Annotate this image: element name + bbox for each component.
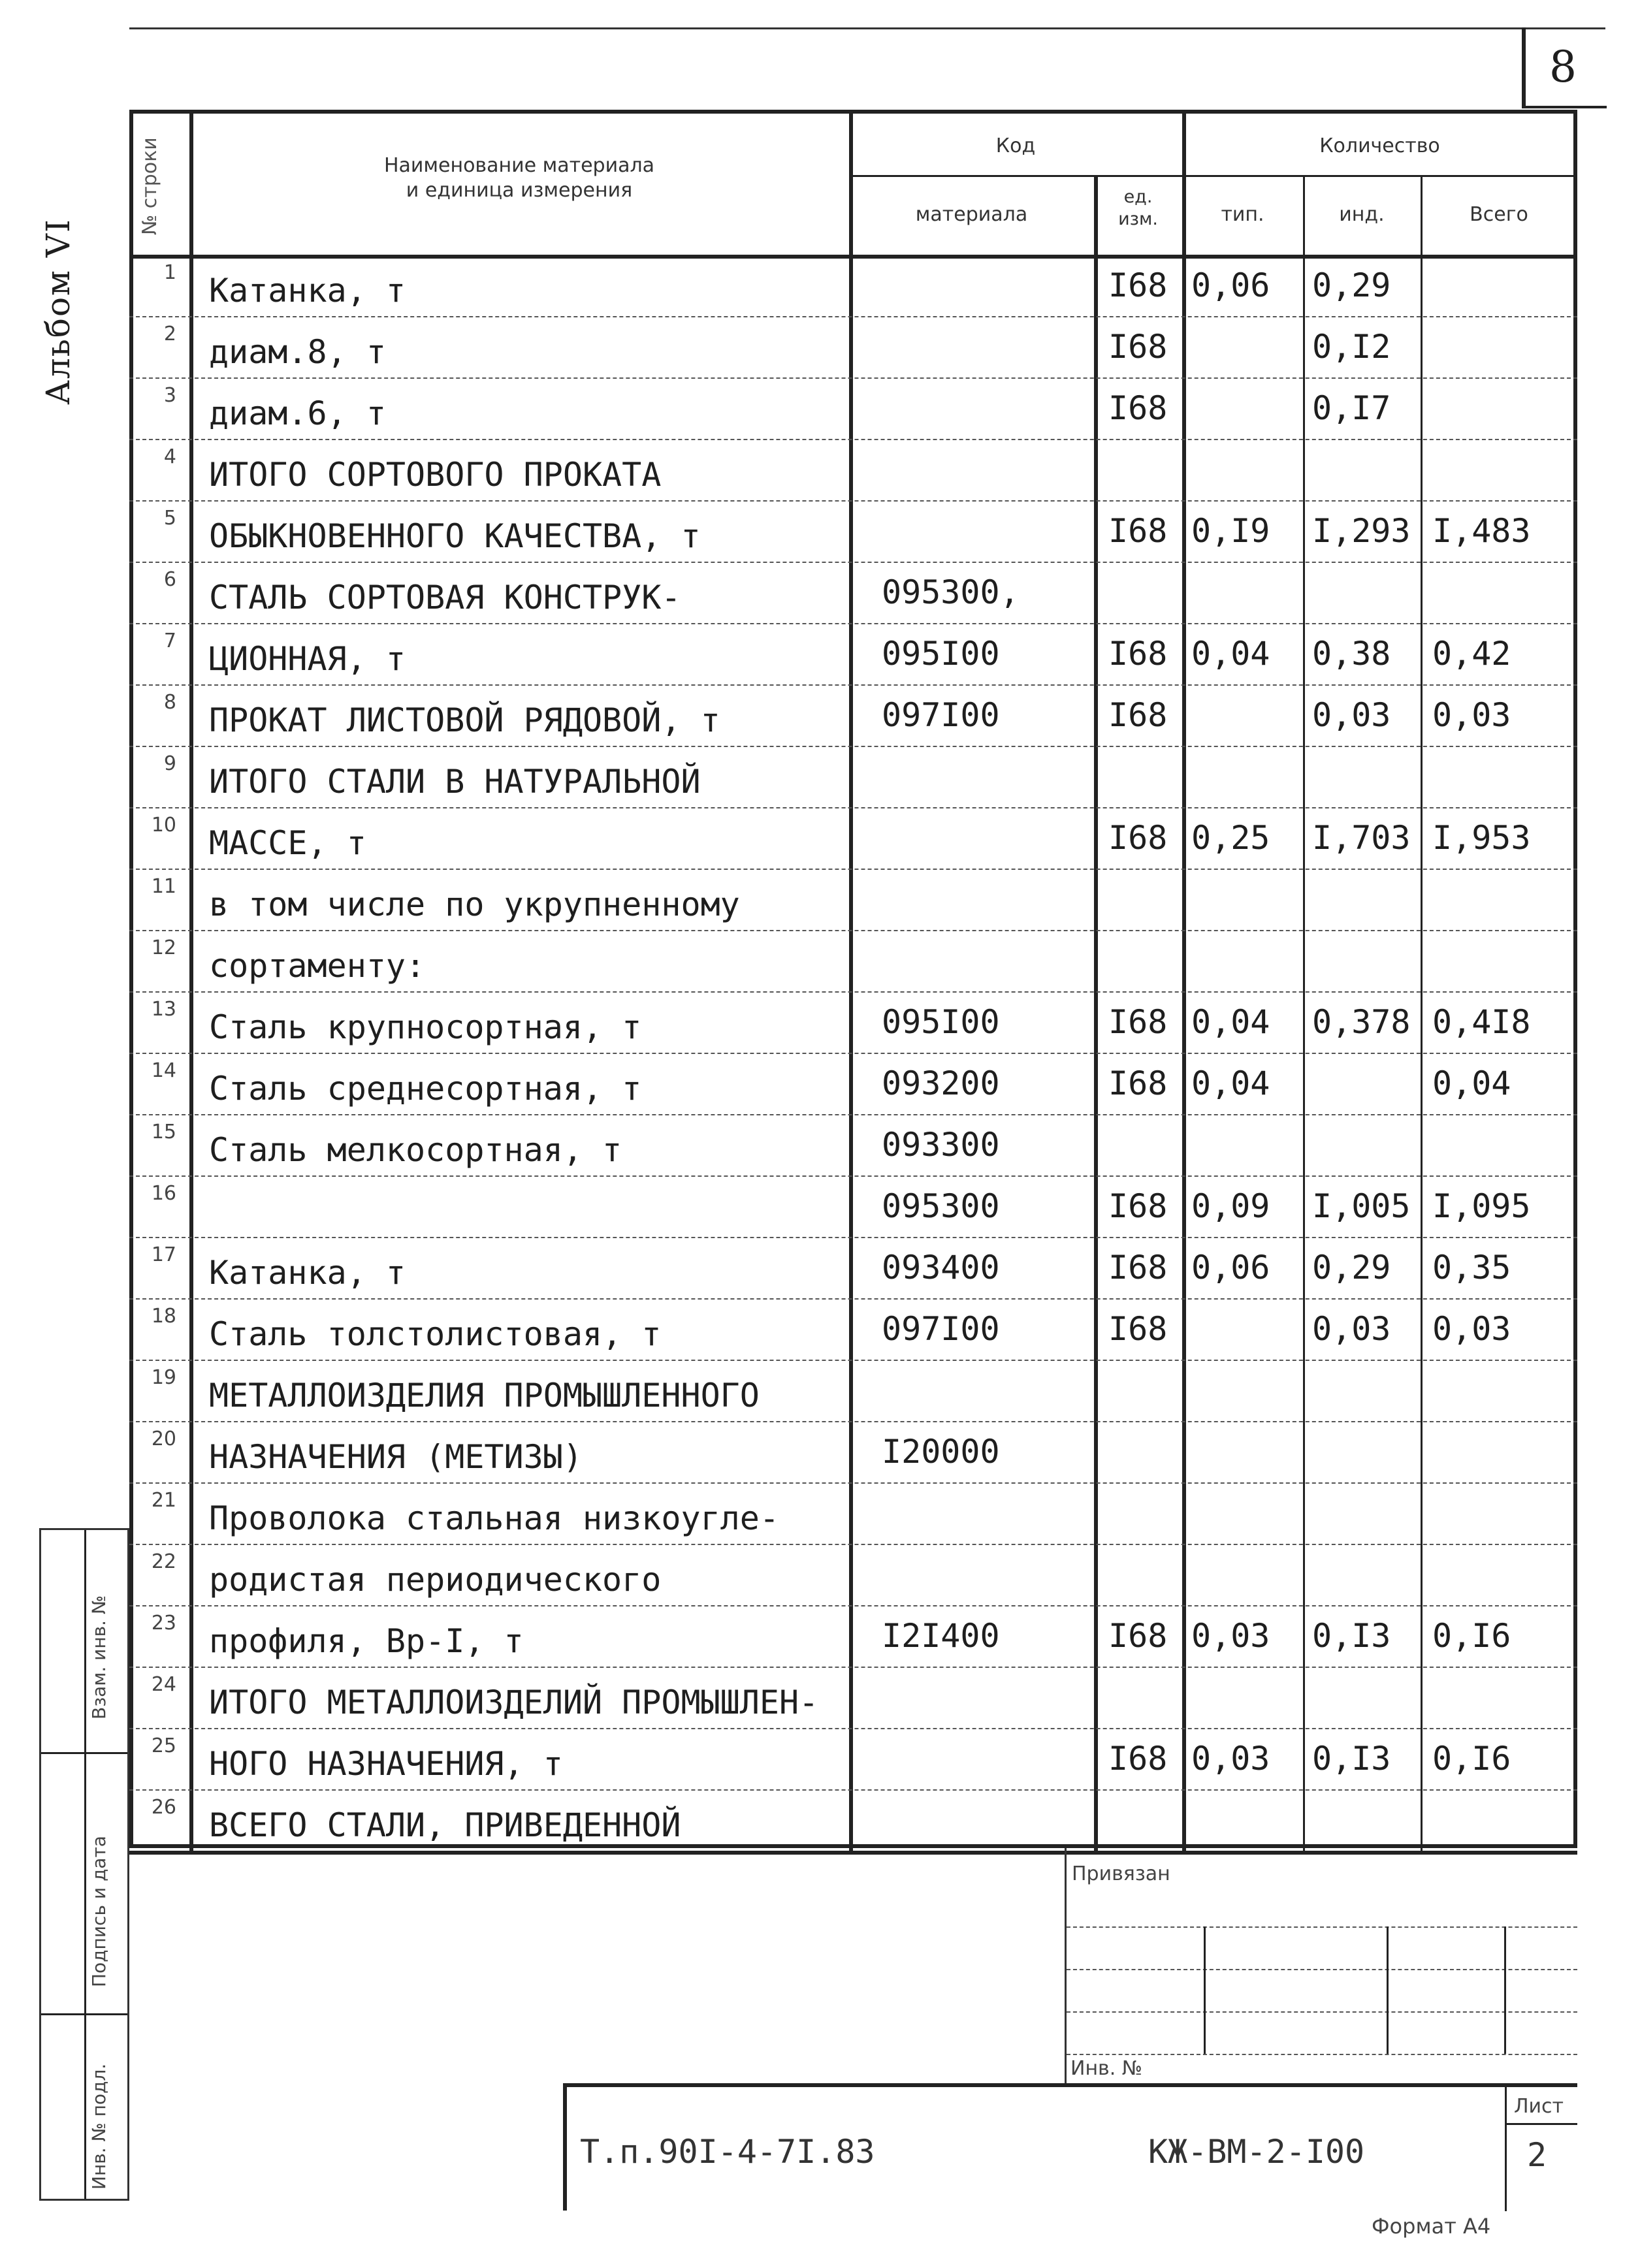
header-bottom-line (129, 255, 1577, 259)
qty-ind: 0,29 (1312, 266, 1391, 304)
row-divider (129, 930, 1577, 931)
row-number: 1 (163, 261, 176, 284)
row-divider (129, 1114, 1577, 1115)
material-name: НАЗНАЧЕНИЯ (МЕТИЗЫ) (209, 1438, 583, 1476)
material-name: профиля, Вр-I, т (209, 1622, 524, 1660)
stamp-label-inventory: Инв. № подл. (88, 2063, 110, 2190)
qty-total: I,095 (1432, 1187, 1531, 1225)
top-rule (129, 27, 1605, 29)
material-name: НОГО НАЗНАЧЕНИЯ, т (209, 1745, 563, 1783)
column-divider (849, 110, 853, 1851)
page-number: 8 (1549, 42, 1577, 92)
stamp-divider (84, 1530, 86, 2199)
row-number: 8 (163, 691, 176, 714)
material-name: Проволока стальная низкоугле- (209, 1499, 779, 1537)
row-number: 7 (163, 630, 176, 652)
code-group-header: Код (995, 135, 1036, 157)
row-number: 23 (151, 1612, 176, 1635)
qty-total: I,953 (1432, 819, 1531, 857)
row-divider (129, 500, 1577, 502)
qty-typ: 0,04 (1191, 1064, 1270, 1102)
doc-code: Т.п.90I-4-7I.83 (580, 2133, 875, 2171)
qty-total: 0,03 (1432, 1310, 1511, 1348)
qty-total: 0,I6 (1432, 1740, 1511, 1778)
qty-ind: 0,03 (1312, 1310, 1391, 1348)
material-code: 095300, (882, 573, 1020, 611)
unit-code: I68 (1108, 635, 1168, 673)
row-divider (129, 316, 1577, 317)
unit-code: I68 (1108, 1064, 1168, 1102)
qty-ind: I,005 (1312, 1187, 1411, 1225)
qty-total-header: Всего (1470, 203, 1528, 226)
material-name: МАССЕ, т (209, 824, 366, 862)
row-divider (129, 1789, 1577, 1791)
binding-divider (1504, 1926, 1506, 2054)
qty-ind: 0,378 (1312, 1003, 1411, 1041)
row-divider (129, 1544, 1577, 1545)
qty-total: 0,03 (1432, 696, 1511, 734)
row-number: 13 (151, 998, 176, 1021)
qty-ind: 0,I3 (1312, 1740, 1391, 1778)
stamp-label-signature: Подпись и дата (88, 1836, 110, 1987)
row-number: 6 (163, 568, 176, 591)
material-name: ОБЫКНОВЕННОГО КАЧЕСТВА, т (209, 517, 701, 555)
unit-code: I68 (1108, 819, 1168, 857)
qty-ind: 0,38 (1312, 635, 1391, 673)
row-divider (129, 869, 1577, 870)
material-name: ЦИОННАЯ, т (209, 640, 406, 678)
material-name: диам.8, т (209, 333, 386, 371)
qty-typ: 0,25 (1191, 819, 1270, 857)
column-divider (1182, 110, 1186, 1851)
binding-stamp (39, 1528, 129, 2201)
unit-code: I68 (1108, 389, 1168, 427)
row-number: 3 (163, 384, 176, 407)
sheet-label: Лист (1514, 2095, 1564, 2118)
row-divider (129, 623, 1577, 624)
code-material-header: материала (915, 203, 1028, 226)
qty-typ: 0,04 (1191, 635, 1270, 673)
row-divider (129, 1360, 1577, 1361)
unit-code: I68 (1108, 696, 1168, 734)
material-code: 093300 (882, 1126, 1000, 1164)
unit-code: I68 (1108, 328, 1168, 366)
row-divider (129, 1421, 1577, 1422)
row-divider (129, 1298, 1577, 1300)
material-name: ПРОКАТ ЛИСТОВОЙ РЯДОВОЙ, т (209, 701, 720, 739)
stamp-label-replace: Взам. инв. № (88, 1595, 110, 1719)
material-code: 093200 (882, 1064, 1000, 1102)
row-number: 22 (151, 1550, 176, 1573)
row-number: 16 (151, 1182, 176, 1205)
page-number-underline (1522, 106, 1607, 108)
qty-typ: 0,06 (1191, 1249, 1270, 1286)
material-name: СТАЛЬ СОРТОВАЯ КОНСТРУК- (209, 579, 681, 616)
name-header-line2: и единица измерения (406, 178, 633, 202)
material-name: Сталь среднесортная, т (209, 1070, 642, 1108)
code-unit-header-line1: ед. (1123, 187, 1153, 207)
material-name: Сталь крупносортная, т (209, 1008, 642, 1046)
page-number-box (1522, 27, 1611, 106)
row-divider (129, 1482, 1577, 1484)
row-number: 14 (151, 1059, 176, 1082)
row-number: 17 (151, 1243, 176, 1266)
material-name: Сталь толстолистовая, т (209, 1315, 662, 1353)
header-divider (849, 175, 1577, 177)
row-divider (129, 377, 1577, 379)
qty-ind: 0,I7 (1312, 389, 1391, 427)
unit-code: I68 (1108, 266, 1168, 304)
material-name: ИТОГО СОРТОВОГО ПРОКАТА (209, 456, 662, 494)
row-divider (129, 439, 1577, 440)
row-number: 18 (151, 1305, 176, 1328)
unit-code: I68 (1108, 1740, 1168, 1778)
qty-ind: 0,29 (1312, 1249, 1391, 1286)
material-name: в том числе по укрупненному (209, 886, 740, 923)
binding-divider (1204, 1926, 1206, 2054)
row-number: 9 (163, 752, 176, 775)
row-number: 15 (151, 1121, 176, 1143)
material-code: 097I00 (882, 696, 1000, 734)
qty-typ-header: тип. (1221, 203, 1264, 226)
material-code: I2I400 (882, 1617, 1000, 1655)
material-code: 095I00 (882, 1003, 1000, 1041)
row-divider (129, 1175, 1577, 1177)
row-divider (129, 1605, 1577, 1606)
row-number: 5 (163, 507, 176, 530)
binding-line (1067, 1969, 1577, 1970)
qty-ind: 0,I3 (1312, 1617, 1391, 1655)
album-label: Альбом VI (39, 218, 77, 405)
title-block (563, 2083, 1577, 2211)
qty-ind: 0,I2 (1312, 328, 1391, 366)
binding-area (1065, 1848, 1577, 2083)
qty-ind: 0,03 (1312, 696, 1391, 734)
qty-ind: I,293 (1312, 512, 1411, 550)
code-unit-header (1094, 186, 1182, 231)
row-divider (129, 1728, 1577, 1729)
material-name: ИТОГО МЕТАЛЛОИЗДЕЛИЙ ПРОМЫШЛЕН- (209, 1684, 819, 1721)
unit-code: I68 (1108, 1003, 1168, 1041)
qty-typ: 0,03 (1191, 1740, 1270, 1778)
sheet-divider (1505, 2087, 1507, 2211)
row-number-header: № строки (138, 137, 161, 235)
row-divider (129, 684, 1577, 686)
sheet-divider (1505, 2123, 1577, 2125)
row-number: 24 (151, 1673, 176, 1696)
material-name: ИТОГО СТАЛИ В НАТУРАЛЬНОЙ (209, 763, 701, 801)
material-code: 093400 (882, 1249, 1000, 1286)
binding-label: Привязан (1072, 1862, 1170, 1885)
inventory-label: Инв. № (1070, 2057, 1143, 2080)
name-header (189, 153, 849, 202)
unit-code: I68 (1108, 512, 1168, 550)
material-name: сортаменту: (209, 947, 426, 985)
qty-typ: 0,09 (1191, 1187, 1270, 1225)
material-code: 097I00 (882, 1310, 1000, 1348)
code-unit-header-line2: изм. (1118, 208, 1158, 229)
row-divider (129, 746, 1577, 747)
material-code: 095I00 (882, 635, 1000, 673)
binding-line (1067, 2054, 1577, 2055)
qty-total: 0,I6 (1432, 1617, 1511, 1655)
qty-typ: 0,03 (1191, 1617, 1270, 1655)
unit-code: I68 (1108, 1187, 1168, 1225)
binding-line (1067, 1926, 1577, 1928)
row-number: 12 (151, 936, 176, 959)
unit-code: I68 (1108, 1249, 1168, 1286)
sheet-number: 2 (1527, 2136, 1547, 2174)
material-code: I20000 (882, 1433, 1000, 1471)
material-name: родистая периодического (209, 1561, 662, 1599)
material-name: Катанка, т (209, 1254, 406, 1292)
column-divider (1421, 175, 1423, 1851)
qty-total: 0,04 (1432, 1064, 1511, 1102)
qty-total: 0,35 (1432, 1249, 1511, 1286)
format-label: Формат А4 (1372, 2214, 1491, 2239)
qty-group-header: Количество (1319, 135, 1440, 157)
material-name: ВСЕГО СТАЛИ, ПРИВЕДЕННОЙ (209, 1806, 681, 1844)
row-number: 21 (151, 1489, 176, 1512)
qty-total: 0,42 (1432, 635, 1511, 673)
binding-divider (1387, 1926, 1389, 2054)
column-divider (189, 110, 193, 1851)
row-number: 20 (151, 1428, 176, 1450)
row-divider (129, 1667, 1577, 1668)
material-name: Катанка, т (209, 272, 406, 310)
row-number: 4 (163, 445, 176, 468)
row-number: 2 (163, 323, 176, 345)
qty-total: 0,4I8 (1432, 1003, 1531, 1041)
unit-code: I68 (1108, 1310, 1168, 1348)
row-number: 25 (151, 1734, 176, 1757)
material-code: 095300 (882, 1187, 1000, 1225)
row-divider (129, 807, 1577, 808)
row-divider (129, 1237, 1577, 1238)
drawing-code: КЖ-ВМ-2-I00 (1148, 2133, 1365, 2171)
material-name: Сталь мелкосортная, т (209, 1131, 622, 1169)
row-number: 19 (151, 1366, 176, 1389)
qty-typ: 0,06 (1191, 266, 1270, 304)
qty-typ: 0,I9 (1191, 512, 1270, 550)
material-name: диам.6, т (209, 394, 386, 432)
qty-typ: 0,04 (1191, 1003, 1270, 1041)
row-divider (129, 562, 1577, 563)
row-divider (129, 991, 1577, 993)
qty-ind-header: инд. (1339, 203, 1385, 226)
qty-ind: I,703 (1312, 819, 1411, 857)
material-name: МЕТАЛЛОИЗДЕЛИЯ ПРОМЫШЛЕННОГО (209, 1377, 760, 1414)
row-number: 11 (151, 875, 176, 898)
row-number: 10 (151, 814, 176, 837)
row-divider (129, 1053, 1577, 1054)
column-divider (1303, 175, 1305, 1851)
row-number: 26 (151, 1796, 176, 1819)
unit-code: I68 (1108, 1617, 1168, 1655)
qty-total: I,483 (1432, 512, 1531, 550)
name-header-line1: Наименование материала (383, 154, 655, 177)
binding-line (1067, 2011, 1577, 2013)
column-divider (1094, 175, 1098, 1851)
